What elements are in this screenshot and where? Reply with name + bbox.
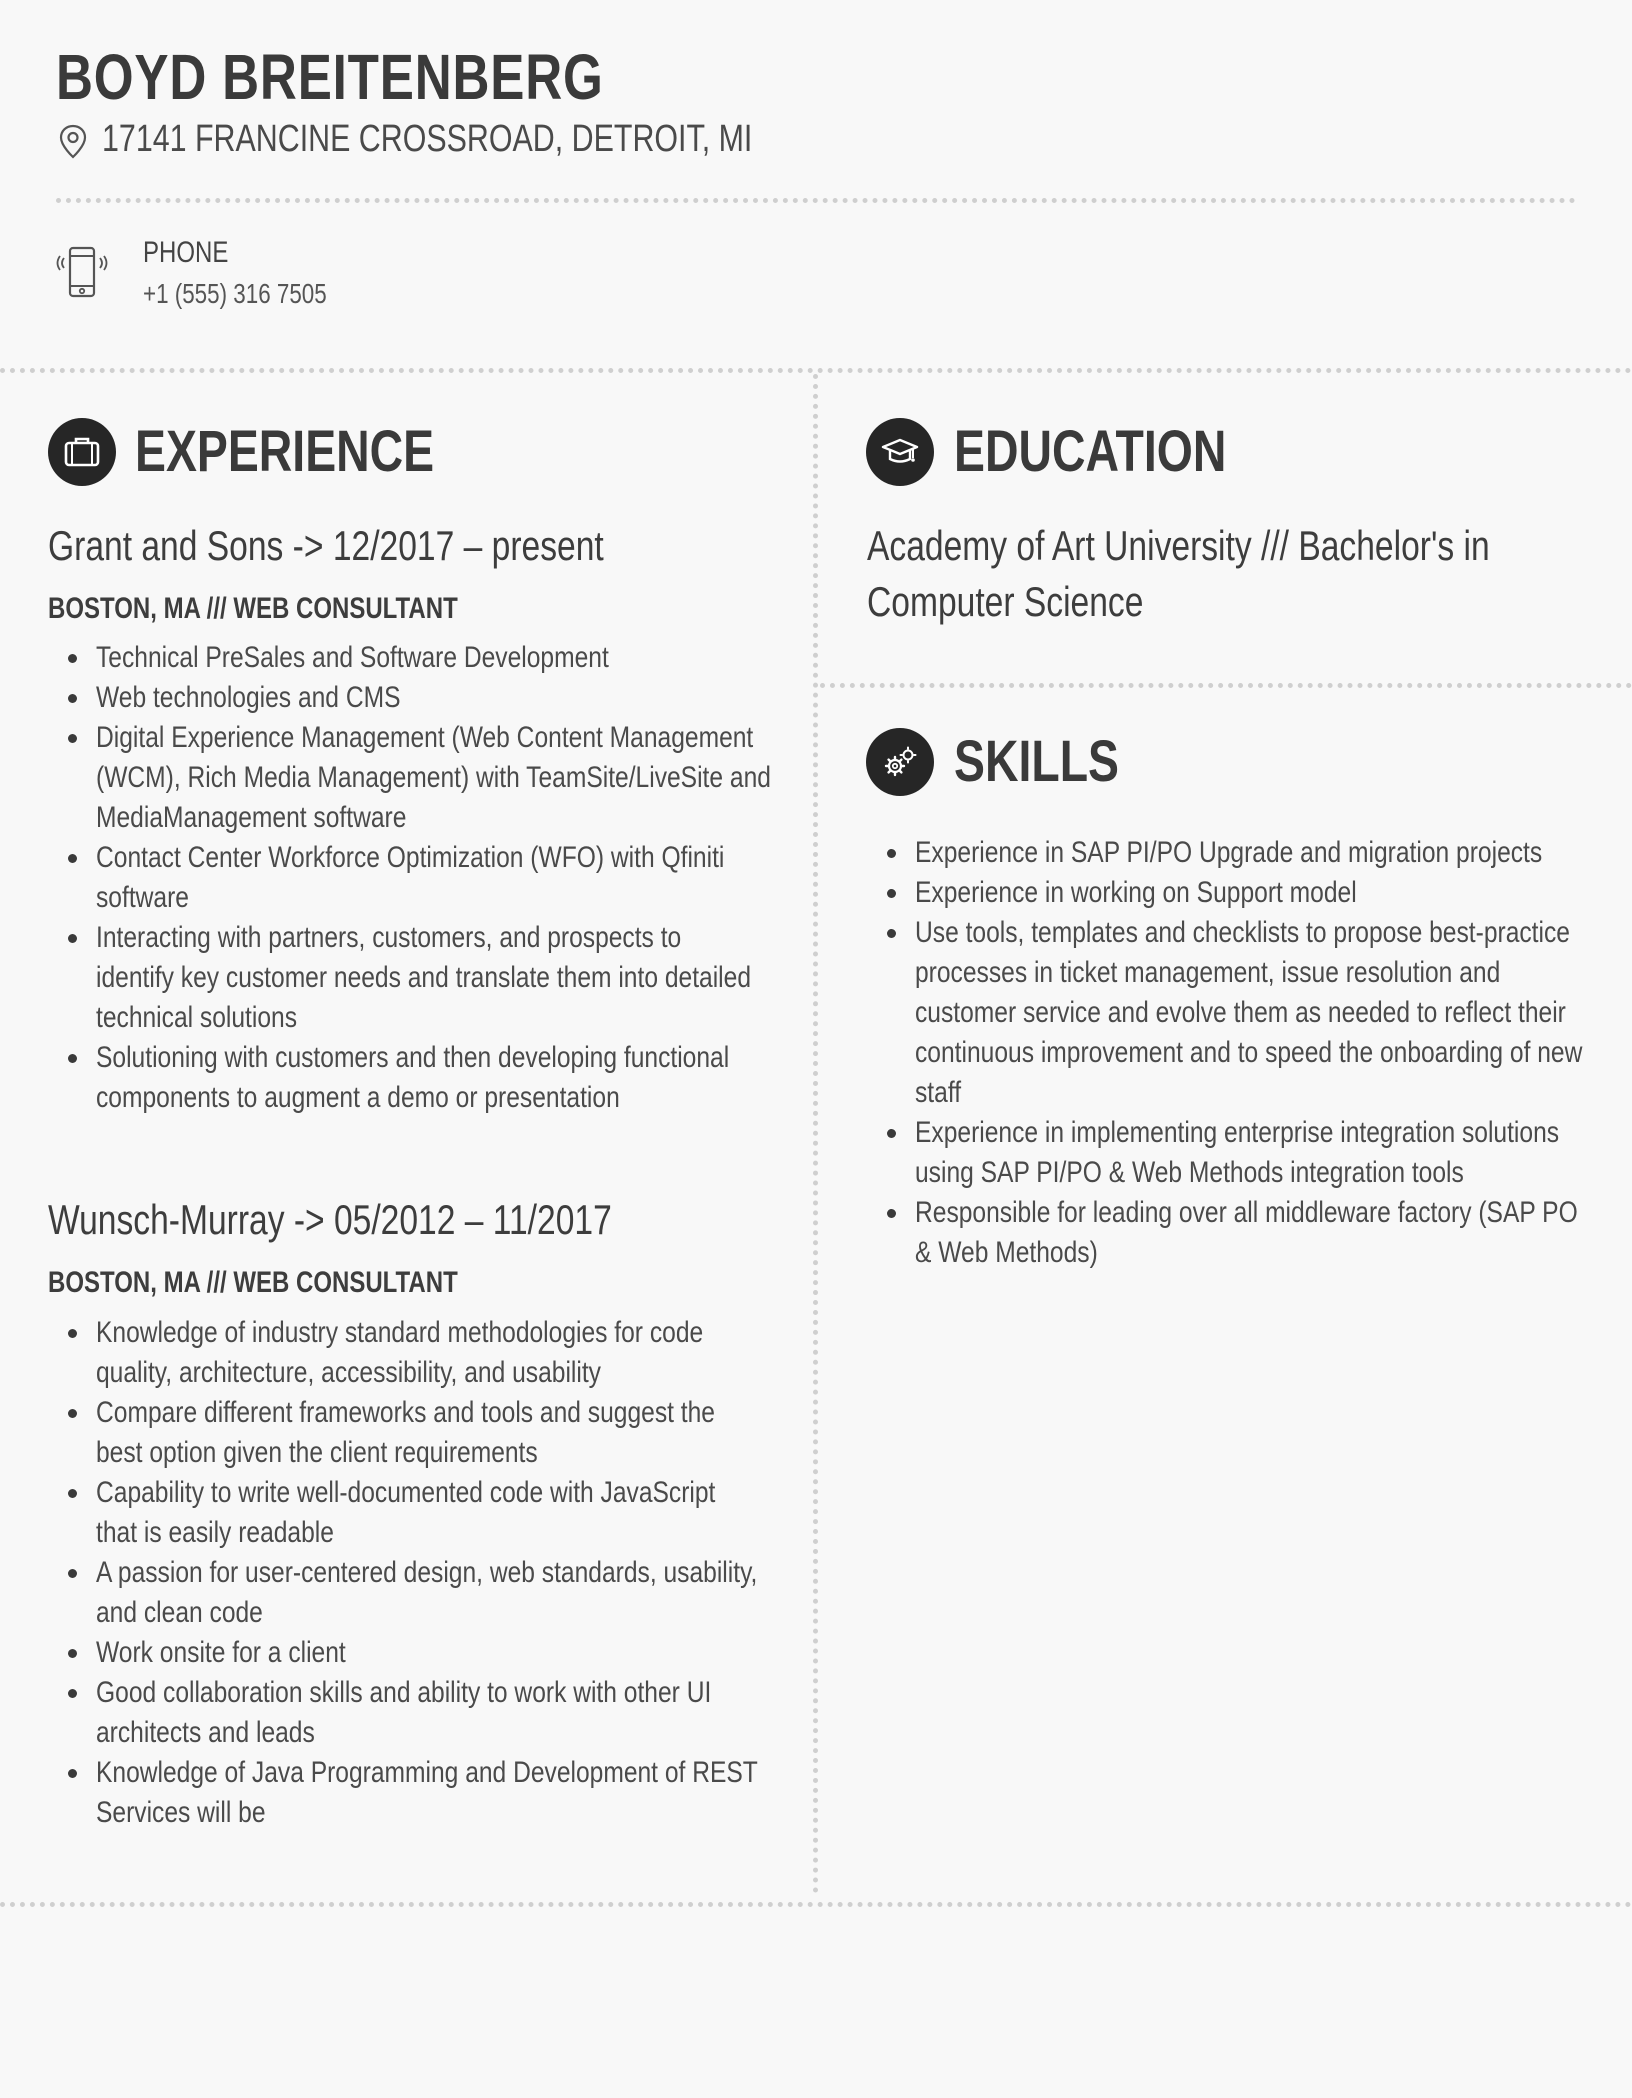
- job-heading: Grant and Sons -> 12/2017 – present: [48, 522, 604, 569]
- column-divider: [813, 374, 818, 1894]
- education-line: Computer Science: [867, 578, 1144, 625]
- address: 17141 FRANCINE CROSSROAD, DETROIT, MI: [102, 118, 753, 160]
- phone-label: PHONE: [143, 236, 229, 269]
- job-subheading: BOSTON, MA /// WEB CONSULTANT: [48, 592, 458, 625]
- list-item: Experience in SAP PI/PO Upgrade and migration projects: [867, 833, 1587, 873]
- contact-divider: [0, 368, 1632, 373]
- education-divider: [820, 683, 1632, 688]
- list-item: Use tools, templates and checklists to propose best-practice processes in ticket management, issue resolution and customer service and evolve them as needed to reflect their continuous improvement and to speed the onboarding of new staff: [867, 913, 1587, 1113]
- education-title: EDUCATION: [954, 419, 1227, 484]
- map-pin-icon: [58, 124, 88, 160]
- list-item: Digital Experience Management (Web Content Management (WCM), Rich Media Management) with TeamSite/LiveSite and MediaManagement software: [48, 718, 768, 838]
- job-bullets: [48, 1313, 768, 1833]
- list-item: Experience in implementing enterprise integration solutions using SAP PI/PO & Web Methods integration tools: [867, 1113, 1587, 1193]
- education-line: Academy of Art University /// Bachelor's in: [867, 522, 1490, 569]
- list-item: Solutioning with customers and then developing functional components to augment a demo or presentation: [48, 1038, 768, 1118]
- skills-bullets: [867, 833, 1587, 1273]
- job-heading: Wunsch-Murray -> 05/2012 – 11/2017: [48, 1196, 612, 1243]
- gears-icon: [866, 728, 934, 796]
- list-item: Work onsite for a client: [48, 1633, 768, 1673]
- footer-divider: [0, 1902, 1632, 1907]
- briefcase-icon: [48, 418, 116, 486]
- mobile-phone-icon: [54, 244, 110, 304]
- graduation-cap-icon: [866, 418, 934, 486]
- candidate-name: BOYD BREITENBERG: [56, 41, 604, 113]
- list-item: Knowledge of Java Programming and Development of REST Services will be: [48, 1753, 768, 1833]
- list-item: Good collaboration skills and ability to work with other UI architects and leads: [48, 1673, 768, 1753]
- list-item: Web technologies and CMS: [48, 678, 768, 718]
- list-item: A passion for user-centered design, web standards, usability, and clean code: [48, 1553, 768, 1633]
- phone-value: +1 (555) 316 7505: [143, 278, 327, 309]
- list-item: Capability to write well-documented code with JavaScript that is easily readable: [48, 1473, 768, 1553]
- job-subheading: BOSTON, MA /// WEB CONSULTANT: [48, 1266, 458, 1299]
- experience-title: EXPERIENCE: [135, 419, 435, 484]
- list-item: Technical PreSales and Software Development: [48, 638, 768, 678]
- list-item: Responsible for leading over all middleware factory (SAP PO & Web Methods): [867, 1193, 1587, 1273]
- list-item: Contact Center Workforce Optimization (WFO) with Qfiniti software: [48, 838, 768, 918]
- job-bullets: [48, 638, 771, 1118]
- list-item: Compare different frameworks and tools and suggest the best option given the client requirements: [48, 1393, 768, 1473]
- list-item: Interacting with partners, customers, and prospects to identify key customer needs and translate them into detailed technical solutions: [48, 918, 768, 1038]
- skills-title: SKILLS: [954, 729, 1119, 794]
- header-divider: [56, 198, 1576, 203]
- list-item: Knowledge of industry standard methodologies for code quality, architecture, accessibility, and usability: [48, 1313, 768, 1393]
- list-item: Experience in working on Support model: [867, 873, 1587, 913]
